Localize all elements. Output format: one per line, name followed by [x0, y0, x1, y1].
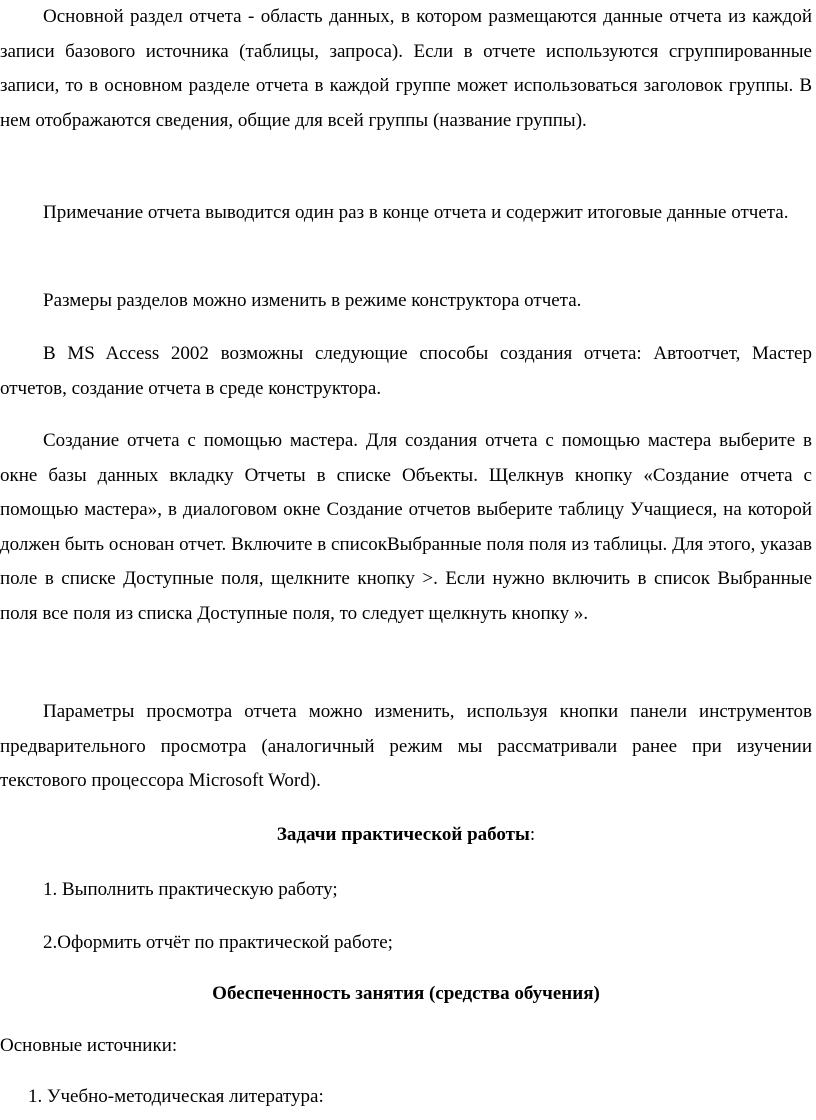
paragraph-preview-parameters: Параметры просмотра отчета можно изменить, используя кнопки панели инструментов предварительного просмотра (аналогичный режим мы рассматривали ранее при изучении текстового процессора Microsoft Word). [0, 701, 812, 791]
tasks-heading [0, 818, 812, 853]
task-item-2: 2.Оформить отчёт по практической работе; [43, 932, 393, 953]
paragraph-creation-methods: В MS Access 2002 возможны следующие способы создания отчета: Автоотчет, Мастер отчетов, создание отчета в среде конструктора. [0, 343, 812, 399]
paragraph-report-main-section: Основной раздел отчета - область данных, в котором размещаются данные отчета из каждой записи базового источника (таблицы, запроса). Если в отчете используются сгруппированные записи, то в основном разделе отчета в каждой группе может использоваться заголовок группы. В нем отображаются сведения, общие для всей группы (название группы). [0, 6, 812, 131]
sources-item-1: 1. Учебно-методическая литература: [28, 1086, 324, 1107]
tasks-heading-text: Задачи практической работы [276, 824, 530, 845]
paragraph-report-note: Примечание отчета выводится один раз в конце отчета и содержит итоговые данные отчета. [43, 202, 789, 223]
task-item-1: 1. Выполнить практическую работу; [43, 879, 338, 900]
tasks-heading-colon: : [529, 824, 536, 845]
paragraph-wizard-creation: Создание отчета с помощью мастера. Для создания отчета с помощью мастера выберите в окне базы данных вкладку Отчеты в списке Объекты. Щелкнув кнопку «Создание отчета с помощью мастера», в диалоговом окне Создание отчетов выберите таблицу Учащиеся, на которой должен быть основан отчет. Включите в списокВыбранные поля поля из таблицы. Для этого, указав поле в списке Доступные поля, щелкните кнопку >. Если нужно включить в список Выбранные поля все поля из списка Доступные поля, то следует щелкнуть кнопку ». [0, 430, 812, 624]
paragraph-section-sizes: Размеры разделов можно изменить в режиме конструктора отчета. [43, 290, 582, 311]
provision-heading: Обеспеченность занятия (средства обучения) [212, 983, 600, 1004]
sources-label: Основные источники: [0, 1035, 178, 1056]
